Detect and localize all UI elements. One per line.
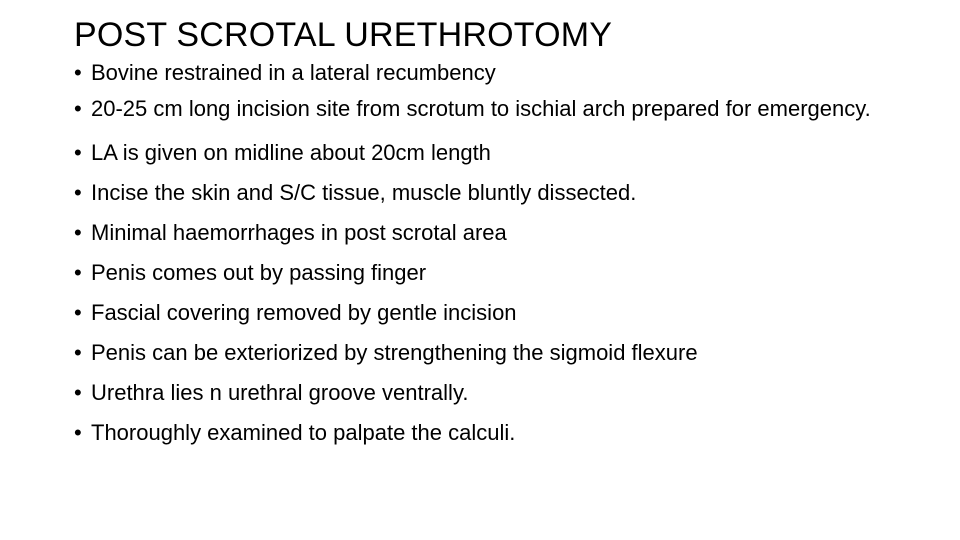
bullet-icon: • — [74, 420, 82, 445]
bullet-icon: • — [74, 380, 82, 405]
list-item — [74, 216, 894, 250]
bullet-icon: • — [74, 60, 82, 85]
list-item-text: LA is given on midline about 20cm length — [91, 140, 491, 165]
slide-title: POST SCROTAL URETHROTOMY — [74, 16, 613, 54]
list-item — [74, 416, 894, 450]
bullet-icon: • — [74, 220, 82, 245]
bullet-list — [74, 56, 894, 456]
list-item-text: Penis can be exteriorized by strengthening the sigmoid flexure — [91, 340, 698, 365]
list-item-text: 20-25 cm long incision site from scrotum to ischial arch prepared for emergency. — [91, 96, 871, 121]
bullet-icon: • — [74, 140, 82, 165]
list-item-text: Penis comes out by passing finger — [91, 260, 427, 285]
list-item — [74, 256, 894, 290]
list-item-text: Minimal haemorrhages in post scrotal area — [91, 220, 507, 245]
bullet-icon: • — [74, 340, 82, 365]
list-item — [74, 56, 894, 90]
list-item-text: Bovine restrained in a lateral recumbency — [91, 60, 496, 85]
bullet-icon: • — [74, 300, 82, 325]
bullet-icon: • — [74, 180, 82, 205]
list-item — [74, 296, 894, 330]
list-item — [74, 136, 894, 170]
list-item-text: Urethra lies n urethral groove ventrally. — [91, 380, 469, 405]
bullet-icon: • — [74, 96, 82, 121]
bullet-icon: • — [74, 260, 82, 285]
list-item-text: Incise the skin and S/C tissue, muscle bluntly dissected. — [91, 180, 637, 205]
list-item — [74, 176, 894, 210]
list-item-text: Fascial covering removed by gentle incision — [91, 300, 517, 325]
list-item — [74, 336, 894, 370]
list-item — [74, 376, 894, 410]
list-item-text: Thoroughly examined to palpate the calculi. — [91, 420, 516, 445]
list-item — [74, 96, 894, 122]
